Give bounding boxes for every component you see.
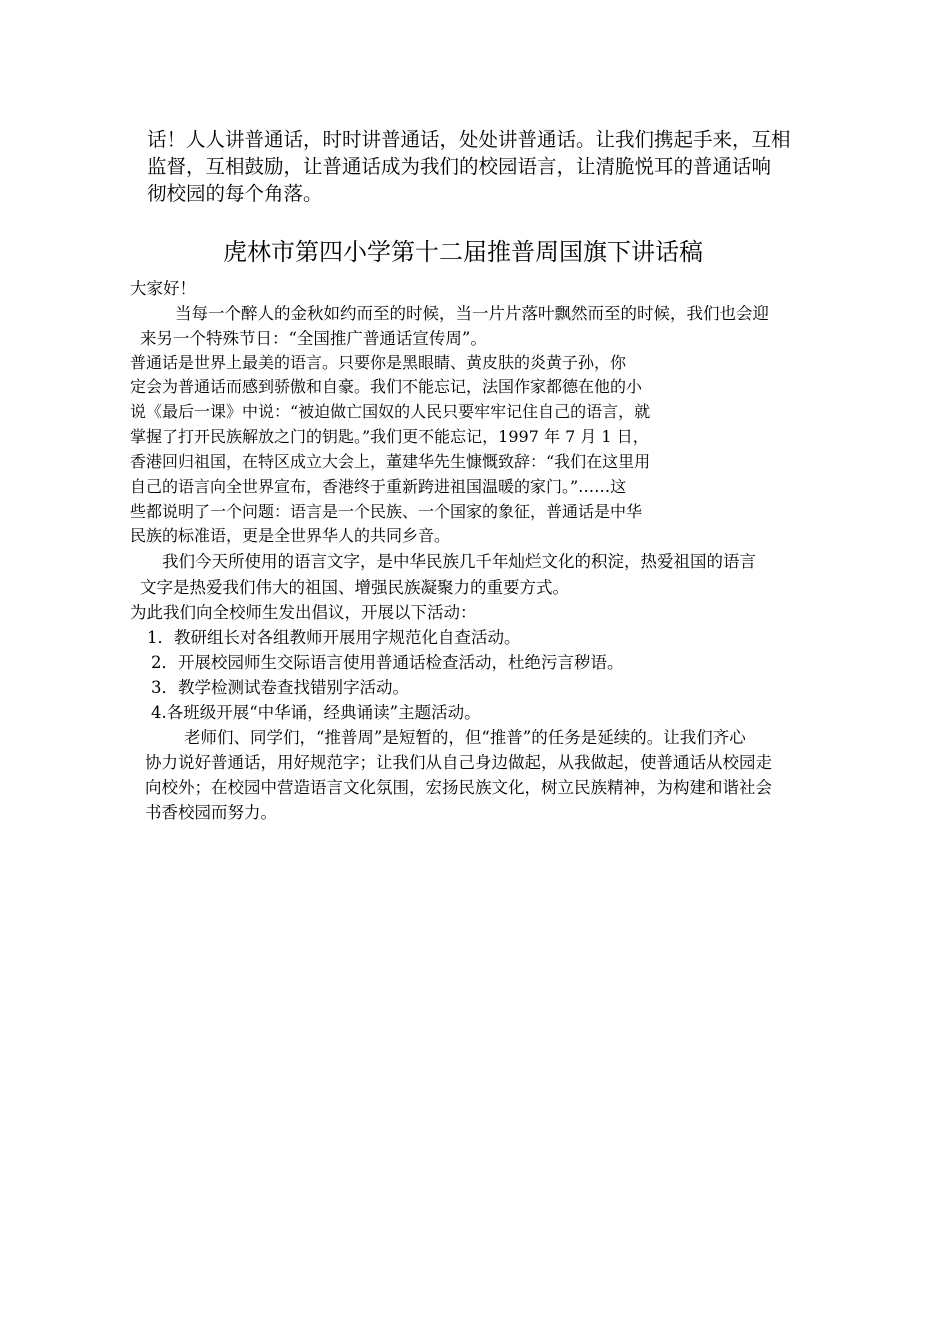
activity-item: 1．教研组长对各组教师开展用字规范化自查活动。: [147, 628, 521, 647]
beauty-line-6: 自己的语言向全世界宣布，香港终于重新跨进祖国温暖的家门。”……这: [130, 477, 627, 496]
initiative-intro: 为此我们向全校师生发出倡议，开展以下活动：: [130, 603, 477, 622]
intro-line-2: 监督，互相鼓励，让普通话成为我们的校园语言，让清脆悦耳的普通话响: [147, 155, 772, 178]
closing-line-4: 书香校园而努力。: [145, 803, 277, 822]
beauty-line-5: 香港回归祖国，在特区成立大会上，董建华先生慷慨致辞：“我们在这里用: [130, 452, 651, 471]
beauty-line-1: 普通话是世界上最美的语言。只要你是黑眼睛、黄皮肤的炎黄子孙，你: [130, 353, 627, 372]
intro-line-1: 话！人人讲普通话，时时讲普通话，处处讲普通话。让我们携起手来，互相: [147, 128, 791, 151]
intro-line-3: 彻校园的每个角落。: [147, 182, 323, 205]
culture-line-2: 文字是热爱我们伟大的祖国、增强民族凝聚力的重要方式。: [140, 578, 569, 597]
activity-item: 3．教学检测试卷查找错别字活动。: [151, 678, 409, 697]
autumn-line-2: 来另一个特殊节日：“全国推广普通话宣传周”。: [140, 329, 487, 348]
activity-item: 2．开展校园师生交际语言使用普通话检查活动，杜绝污言秽语。: [151, 653, 624, 672]
speech-title: 虎林市第四小学第十二届推普周国旗下讲话稿: [223, 238, 703, 266]
beauty-line-7: 些都说明了一个问题：语言是一个民族、一个国家的象征，普通话是中华: [130, 502, 643, 521]
closing-line-1: 老师们、同学们，“推普周”是短暂的，但“推普”的任务是延续的。让我们齐心: [184, 728, 746, 747]
beauty-line-2: 定会为普通话而感到骄傲和自豪。我们不能忘记，法国作家都德在他的小: [130, 377, 643, 396]
closing-line-2: 协力说好普通话，用好规范字；让我们从自己身边做起，从我做起，使普通话从校园走: [145, 753, 772, 772]
culture-line-1: 我们今天所使用的语言文字，是中华民族几千年灿烂文化的积淀，热爱祖国的语言: [162, 552, 756, 571]
beauty-line-8: 民族的标准语，更是全世界华人的共同乡音。: [130, 526, 451, 545]
activity-item: 4.各班级开展“中华诵，经典诵读”主题活动。: [151, 703, 481, 722]
beauty-line-3: 说《最后一课》中说：“被迫做亡国奴的人民只要牢牢记住自己的语言，就: [130, 402, 651, 421]
beauty-line-4: 掌握了打开民族解放之门的钥匙。”我们更不能忘记，1997 年 7 月 1 日，: [130, 427, 649, 446]
greeting: 大家好！: [130, 279, 196, 298]
autumn-line-1: 当每一个醉人的金秋如约而至的时候，当一片片落叶飘然而至的时候，我们也会迎: [175, 304, 769, 323]
closing-line-3: 向校外；在校园中营造语言文化氛围，宏扬民族文化，树立民族精神，为构建和谐社会: [145, 778, 772, 797]
